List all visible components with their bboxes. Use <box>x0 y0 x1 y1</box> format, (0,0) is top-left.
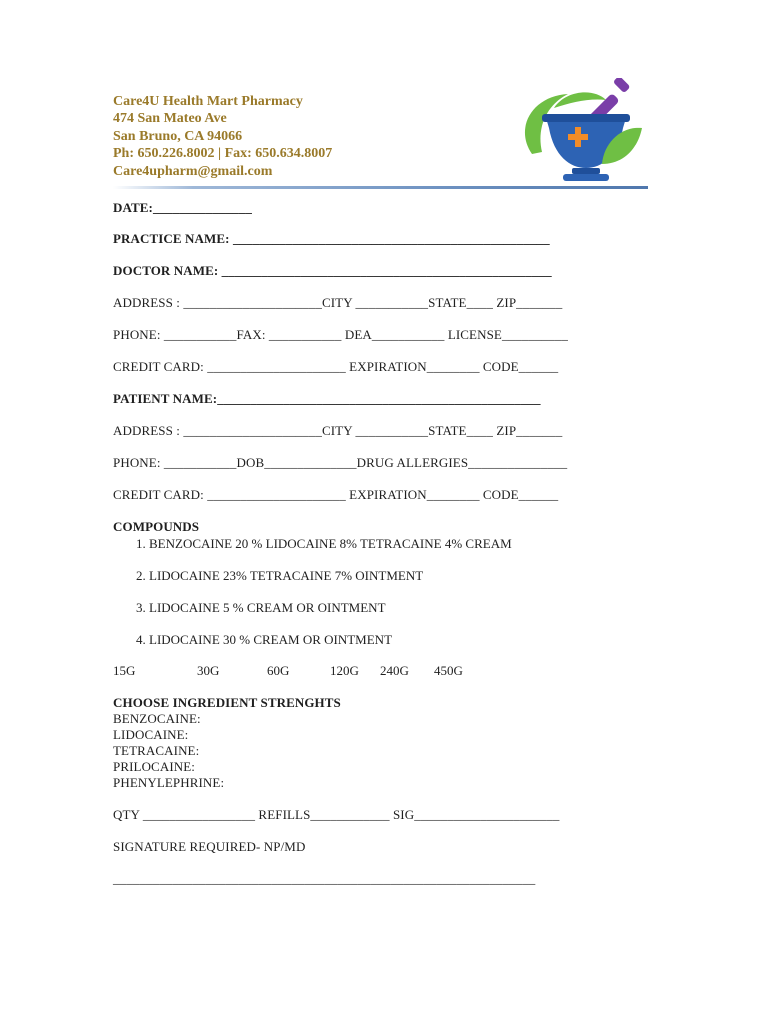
ingredient-phenylephrine[interactable]: PHENYLEPHRINE: <box>113 775 225 790</box>
patient-address-field[interactable]: ADDRESS : _____________________CITY ___________STATE____ ZIP_______ <box>113 423 563 438</box>
pharmacy-name: Care4U Health Mart Pharmacy <box>113 94 303 109</box>
ingredients-heading: CHOOSE INGREDIENT STRENGHTS <box>113 695 341 710</box>
date-field[interactable]: DATE:_______________ <box>113 200 252 215</box>
ingredient-lidocaine[interactable]: LIDOCAINE: <box>113 727 189 742</box>
compounds-heading: COMPOUNDS <box>113 519 200 534</box>
practice-address-field[interactable]: ADDRESS : _____________________CITY ___________STATE____ ZIP_______ <box>113 295 563 310</box>
ingredient-benzocaine[interactable]: BENZOCAINE: <box>113 711 201 726</box>
patient-phone-field[interactable]: PHONE: ___________DOB______________DRUG ALLERGIES_______________ <box>113 455 568 470</box>
mortar-pestle-logo <box>510 78 650 188</box>
size-option[interactable]: 60G <box>267 663 290 678</box>
pharmacy-city: San Bruno, CA 94066 <box>113 128 243 144</box>
practice-name-field[interactable]: PRACTICE NAME: ________________________________________________ <box>113 231 550 246</box>
size-option[interactable]: 450G <box>434 663 463 678</box>
signature-line[interactable]: ________________________________________________________________ <box>113 871 536 886</box>
signature-label: SIGNATURE REQUIRED- NP/MD <box>113 839 306 854</box>
compound-item[interactable]: 4. LIDOCAINE 30 % CREAM OR OINTMENT <box>136 632 393 647</box>
size-option[interactable]: 120G <box>330 663 359 678</box>
ingredient-tetracaine[interactable]: TETRACAINE: <box>113 743 200 758</box>
size-option[interactable]: 240G <box>380 663 409 678</box>
size-option[interactable]: 15G <box>113 663 136 678</box>
compound-item[interactable]: 2. LIDOCAINE 23% TETRACAINE 7% OINTMENT <box>136 568 424 583</box>
pharmacy-header <box>113 93 332 180</box>
practice-credit-card-field[interactable]: CREDIT CARD: _____________________ EXPIRATION________ CODE______ <box>113 359 559 374</box>
pharmacy-street: 474 San Mateo Ave <box>113 111 227 127</box>
qty-refills-sig-field[interactable]: QTY _________________ REFILLS____________ SIG______________________ <box>113 807 560 822</box>
patient-credit-card-field[interactable]: CREDIT CARD: _____________________ EXPIRATION________ CODE______ <box>113 487 559 502</box>
compound-item[interactable]: 3. LIDOCAINE 5 % CREAM OR OINTMENT <box>136 600 386 615</box>
practice-phone-field[interactable]: PHONE: ___________FAX: ___________ DEA___________ LICENSE__________ <box>113 327 568 342</box>
compound-item[interactable]: 1. BENZOCAINE 20 % LIDOCAINE 8% TETRACAINE 4% CREAM <box>136 536 512 551</box>
header-divider <box>113 186 648 189</box>
pharmacy-email: Care4upharm@gmail.com <box>113 163 273 179</box>
patient-name-field[interactable]: PATIENT NAME:_________________________________________________ <box>113 391 541 406</box>
size-option[interactable]: 30G <box>197 663 220 678</box>
ingredient-prilocaine[interactable]: PRILOCAINE: <box>113 759 195 774</box>
doctor-name-field[interactable]: DOCTOR NAME: __________________________________________________ <box>113 263 552 278</box>
pharmacy-phone-fax: Ph: 650.226.8002 | Fax: 650.634.8007 <box>113 146 333 162</box>
